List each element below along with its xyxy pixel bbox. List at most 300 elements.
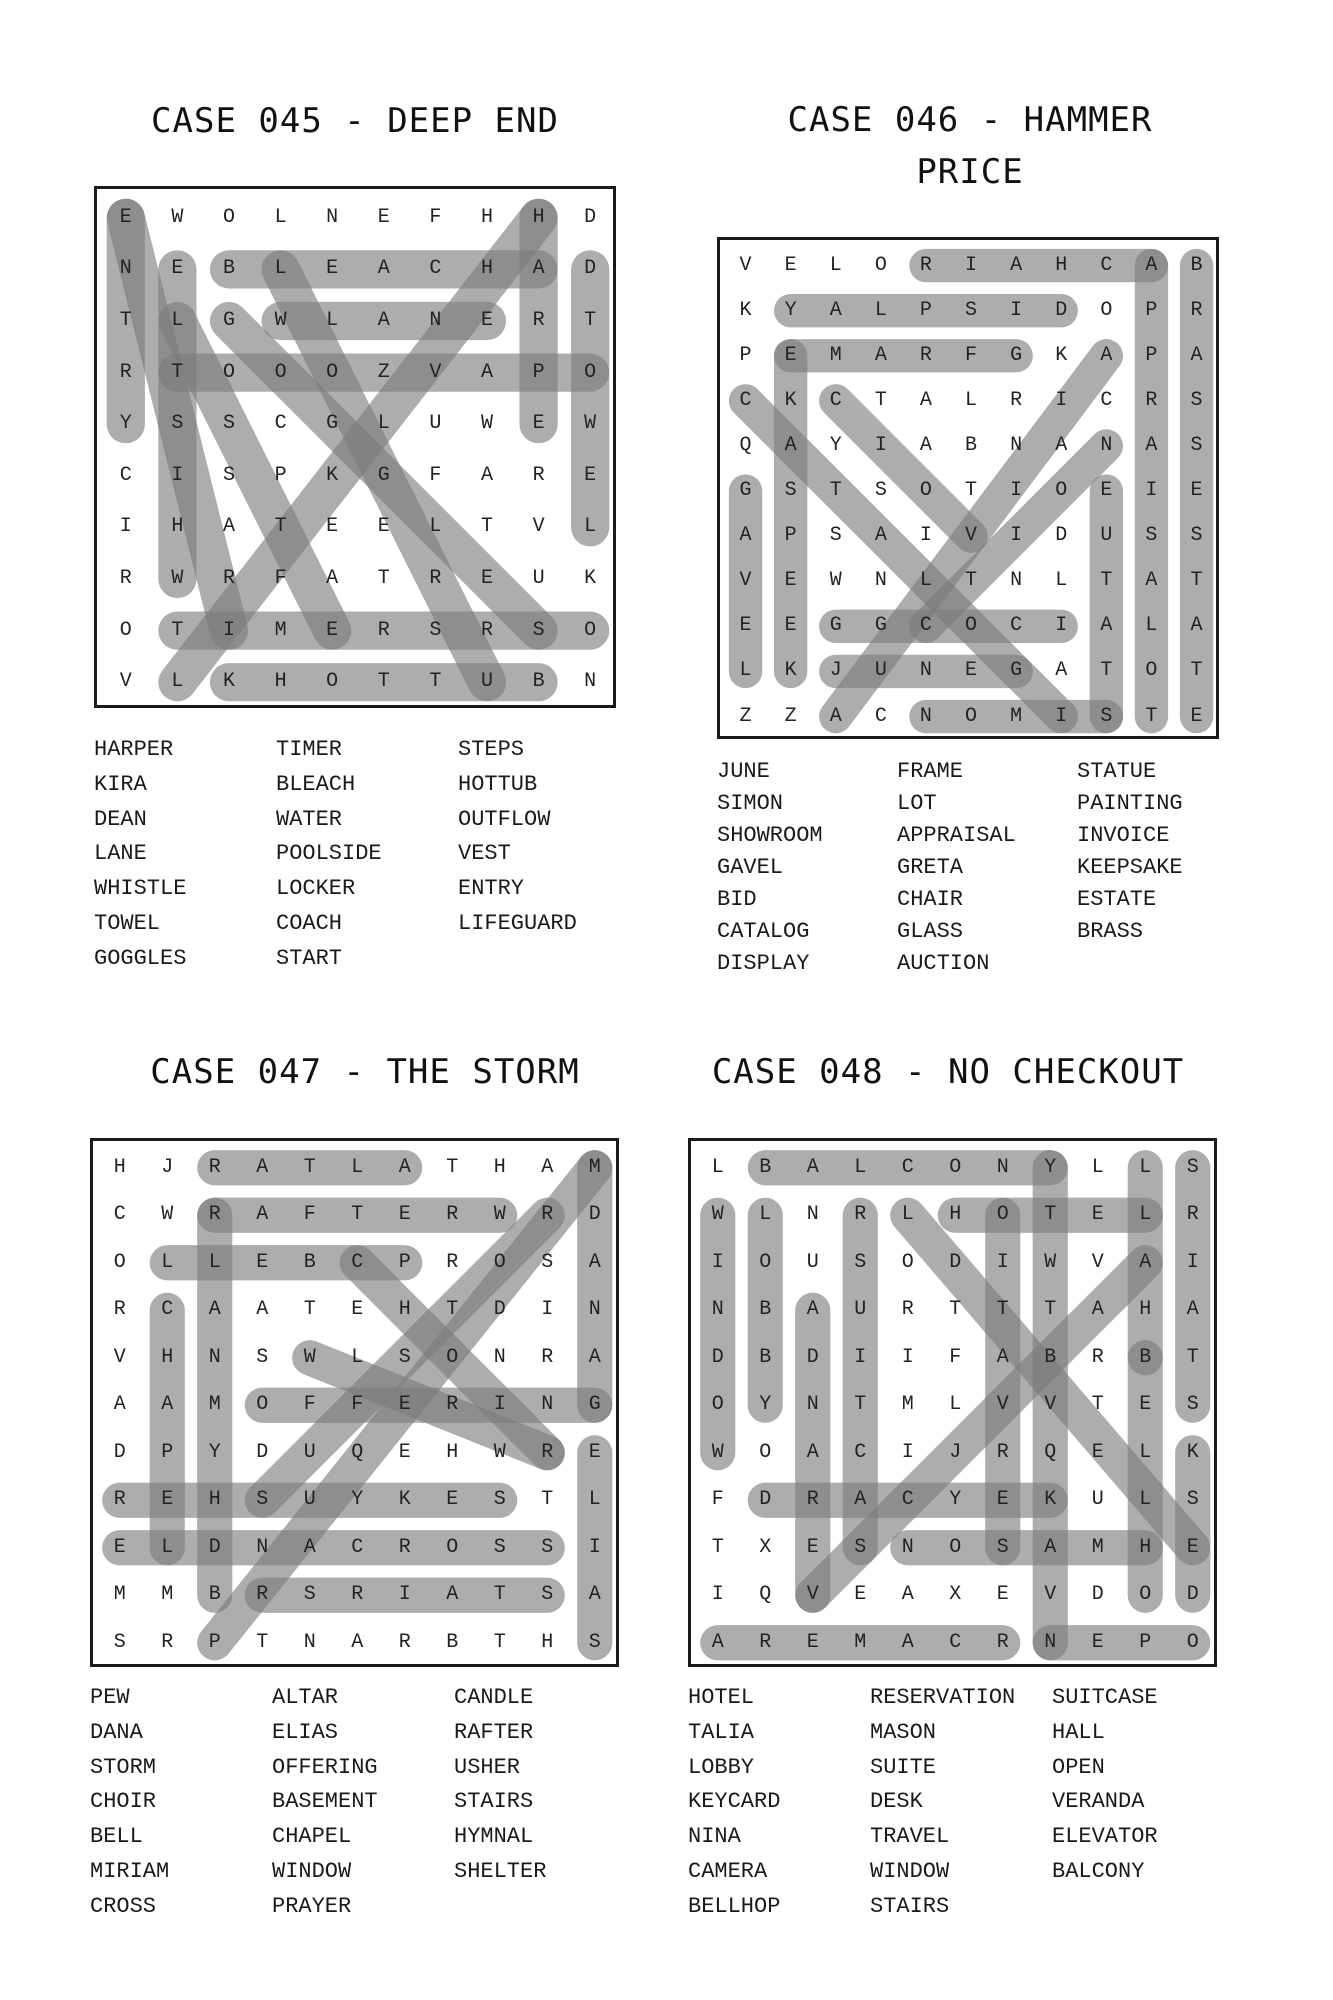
- grid-letter: K: [222, 670, 235, 694]
- grid-letter: I: [965, 253, 978, 277]
- grid-letter: E: [326, 257, 339, 281]
- grid-letter: R: [854, 1203, 867, 1227]
- grid-letter: D: [806, 1345, 819, 1369]
- grid-letter: L: [274, 205, 287, 229]
- grid-letter: A: [806, 1440, 819, 1464]
- grid-letter: A: [1010, 253, 1023, 277]
- grid-letter: A: [1100, 343, 1113, 367]
- grid-letter: E: [398, 1440, 411, 1464]
- grid-letter: A: [1145, 569, 1158, 593]
- grid-letter: E: [588, 1440, 601, 1464]
- word-list-item: TIMER: [276, 737, 343, 762]
- grid-letter: H: [161, 1345, 174, 1369]
- grid-letter: D: [759, 1488, 772, 1512]
- grid-letter: A: [113, 1393, 126, 1417]
- word-list-item: FRAME: [897, 759, 964, 784]
- word-list-item: RESERVATION: [870, 1685, 1016, 1710]
- grid-letter: O: [326, 360, 339, 384]
- grid-letter: Y: [784, 298, 797, 322]
- grid-letter: L: [351, 1155, 364, 1179]
- grid-letter: O: [113, 1250, 126, 1274]
- grid-letter: P: [274, 463, 287, 487]
- grid-letter: G: [829, 614, 842, 638]
- grid-letter: P: [208, 1630, 221, 1654]
- word-list-item: VERANDA: [1052, 1789, 1145, 1815]
- grid-letter: M: [901, 1393, 914, 1417]
- grid-letter: T: [1186, 1345, 1199, 1369]
- grid-letter: L: [161, 1535, 174, 1559]
- word-list-item: AUCTION: [897, 951, 990, 976]
- grid-letter: T: [1091, 1393, 1104, 1417]
- grid-letter: V: [1044, 1583, 1057, 1607]
- word-list-item: WHISTLE: [94, 876, 187, 902]
- grid-letter: F: [429, 463, 442, 487]
- grid-letter: A: [541, 1155, 554, 1179]
- grid-letter: T: [965, 569, 978, 593]
- grid-letter: O: [1055, 479, 1068, 503]
- grid-letter: P: [739, 343, 752, 367]
- grid-letter: N: [588, 1298, 601, 1322]
- word-list-item: CATALOG: [717, 919, 810, 944]
- grid-letter: U: [429, 412, 442, 436]
- grid-letter: S: [784, 479, 797, 503]
- grid-letter: A: [588, 1345, 601, 1369]
- word-list-item: CHAIR: [897, 887, 964, 912]
- word-list-item: CAMERA: [688, 1859, 768, 1884]
- grid-letter: J: [829, 659, 842, 683]
- grid-letter: N: [1010, 433, 1023, 457]
- grid-letter: R: [119, 360, 132, 384]
- grid-letter: W: [584, 412, 597, 436]
- grid-letter: I: [541, 1298, 554, 1322]
- grid-letter: Q: [739, 433, 752, 457]
- grid-letter: V: [1091, 1250, 1104, 1274]
- grid-letter: H: [274, 670, 287, 694]
- grid-letter: Q: [759, 1583, 772, 1607]
- grid-letter: A: [256, 1155, 269, 1179]
- grid-letter: T: [377, 567, 390, 590]
- grid-letter: T: [711, 1535, 724, 1559]
- grid-letter: B: [446, 1630, 459, 1654]
- grid-letter: S: [303, 1583, 316, 1607]
- grid-letter: A: [901, 1630, 914, 1654]
- grid-letter: Z: [784, 704, 797, 728]
- grid-letter: S: [532, 618, 545, 642]
- grid-letter: A: [1186, 1298, 1199, 1322]
- grid-letter: R: [208, 1203, 221, 1227]
- word-list-item: SHELTER: [454, 1859, 547, 1884]
- word-list-item: WINDOW: [870, 1859, 950, 1884]
- grid-letter: R: [256, 1583, 269, 1607]
- grid-letter: O: [874, 253, 887, 277]
- grid-letter: S: [541, 1250, 554, 1274]
- grid-letter: E: [119, 205, 132, 229]
- grid-letter: C: [1100, 253, 1113, 277]
- grid-letter: R: [119, 567, 132, 590]
- grid-letter: I: [1055, 614, 1068, 638]
- grid-letter: R: [113, 1298, 126, 1322]
- grid-letter: A: [919, 433, 932, 457]
- grid-letter: S: [398, 1345, 411, 1369]
- grid-letter: V: [965, 524, 978, 548]
- word-list-item: ENTRY: [458, 876, 525, 902]
- word-list-item: WATER: [276, 806, 343, 832]
- grid-letter: L: [829, 253, 842, 277]
- grid-letter: R: [1145, 388, 1158, 412]
- letter-grid: [688, 1138, 1217, 1667]
- grid-letter: N: [119, 257, 132, 281]
- grid-letter: W: [161, 1203, 174, 1227]
- grid-letter: W: [274, 309, 287, 332]
- grid-letter: A: [874, 343, 887, 367]
- grid-letter: O: [256, 1393, 269, 1417]
- grid-letter: U: [854, 1298, 867, 1322]
- grid-letter: E: [377, 205, 390, 229]
- grid-letter: A: [1190, 343, 1203, 367]
- grid-letter: N: [901, 1535, 914, 1559]
- grid-letter: C: [1010, 614, 1023, 638]
- grid-letter: S: [854, 1535, 867, 1559]
- grid-letter: H: [398, 1298, 411, 1322]
- grid-letter: S: [541, 1583, 554, 1607]
- grid-letter: C: [739, 388, 752, 412]
- grid-letter: A: [303, 1535, 316, 1559]
- grid-letter: O: [965, 704, 978, 728]
- grid-letter: I: [874, 433, 887, 457]
- grid-letter: A: [1091, 1298, 1104, 1322]
- grid-letter: I: [1186, 1250, 1199, 1274]
- grid-letter: H: [532, 205, 545, 229]
- grid-letter: S: [222, 412, 235, 436]
- grid-letter: A: [806, 1298, 819, 1322]
- grid-letter: N: [1010, 569, 1023, 593]
- grid-letter: A: [326, 567, 339, 590]
- grid-letter: O: [996, 1203, 1009, 1227]
- grid-letter: O: [1186, 1630, 1199, 1654]
- word-list-item: INVOICE: [1077, 823, 1170, 848]
- grid-letter: I: [588, 1535, 601, 1559]
- grid-letter: G: [377, 463, 390, 487]
- grid-letter: U: [1091, 1488, 1104, 1512]
- word-list-item: SUITCASE: [1052, 1685, 1158, 1710]
- grid-letter: E: [161, 1488, 174, 1512]
- grid-letter: R: [208, 1155, 221, 1179]
- grid-letter: C: [901, 1488, 914, 1512]
- grid-letter: O: [759, 1250, 772, 1274]
- grid-letter: D: [1186, 1583, 1199, 1607]
- grid-letter: E: [1190, 479, 1203, 503]
- grid-letter: M: [208, 1393, 221, 1417]
- grid-letter: T: [446, 1155, 459, 1179]
- grid-letter: R: [996, 1630, 1009, 1654]
- word-list-item: PRAYER: [272, 1893, 352, 1919]
- grid-letter: S: [1186, 1155, 1199, 1179]
- grid-letter: R: [222, 567, 235, 590]
- word-list-item: SIMON: [717, 791, 784, 816]
- grid-letter: I: [711, 1250, 724, 1274]
- grid-letter: T: [274, 515, 287, 539]
- grid-letter: B: [1190, 253, 1203, 277]
- grid-letter: D: [113, 1440, 126, 1464]
- grid-letter: C: [901, 1155, 914, 1179]
- grid-letter: I: [901, 1440, 914, 1464]
- grid-letter: G: [1010, 343, 1023, 367]
- grid-letter: D: [256, 1440, 269, 1464]
- grid-letter: B: [759, 1155, 772, 1179]
- grid-letter: L: [351, 1345, 364, 1369]
- word-list-item: ESTATE: [1077, 887, 1157, 912]
- word-list-item: TRAVEL: [870, 1824, 950, 1850]
- grid-letter: E: [256, 1250, 269, 1274]
- grid-letter: V: [1044, 1393, 1057, 1417]
- grid-letter: U: [480, 670, 493, 694]
- grid-letter: A: [446, 1583, 459, 1607]
- grid-letter: L: [208, 1250, 221, 1274]
- grid-letter: F: [303, 1393, 316, 1417]
- grid-letter: F: [303, 1203, 316, 1227]
- word-list-item: HARPER: [94, 737, 174, 762]
- grid-letter: E: [784, 569, 797, 593]
- grid-letter: D: [208, 1535, 221, 1559]
- grid-letter: M: [1091, 1535, 1104, 1559]
- grid-letter: S: [829, 524, 842, 548]
- grid-letter: O: [446, 1535, 459, 1559]
- grid-letter: E: [1091, 1440, 1104, 1464]
- grid-letter: B: [759, 1298, 772, 1322]
- grid-letter: C: [919, 614, 932, 638]
- grid-letter: R: [480, 618, 493, 642]
- grid-letter: K: [584, 567, 597, 590]
- grid-letter: X: [949, 1583, 962, 1607]
- grid-letter: M: [161, 1583, 174, 1607]
- grid-letter: O: [222, 360, 235, 384]
- grid-letter: C: [949, 1630, 962, 1654]
- grid-letter: L: [429, 515, 442, 539]
- grid-letter: F: [274, 567, 287, 590]
- grid-letter: E: [1186, 1535, 1199, 1559]
- grid-letter: M: [829, 343, 842, 367]
- grid-letter: W: [493, 1203, 506, 1227]
- grid-letter: B: [1139, 1345, 1152, 1369]
- grid-letter: H: [949, 1203, 962, 1227]
- word-list-item: BRASS: [1077, 919, 1144, 944]
- grid-letter: Q: [1044, 1440, 1057, 1464]
- puzzle-title: CASE 046 - HAMMER PRICE: [787, 100, 1153, 192]
- grid-letter: A: [480, 360, 493, 384]
- grid-letter: C: [351, 1250, 364, 1274]
- grid-letter: E: [351, 1298, 364, 1322]
- grid-letter: E: [854, 1583, 867, 1607]
- grid-letter: N: [996, 1155, 1009, 1179]
- grid-letter: K: [784, 659, 797, 683]
- grid-letter: R: [919, 343, 932, 367]
- grid-letter: O: [493, 1250, 506, 1274]
- grid-letter: L: [874, 298, 887, 322]
- grid-letter: H: [480, 205, 493, 229]
- grid-letter: V: [113, 1345, 126, 1369]
- grid-letter: S: [256, 1488, 269, 1512]
- grid-letter: K: [1055, 343, 1068, 367]
- grid-letter: E: [1091, 1630, 1104, 1654]
- grid-letter: S: [541, 1535, 554, 1559]
- grid-letter: L: [965, 388, 978, 412]
- letter-grid: [94, 186, 616, 708]
- grid-letter: S: [493, 1535, 506, 1559]
- grid-letter: E: [996, 1488, 1009, 1512]
- grid-letter: F: [949, 1345, 962, 1369]
- grid-letter: V: [119, 670, 132, 694]
- grid-letter: P: [532, 360, 545, 384]
- grid-letter: O: [584, 618, 597, 642]
- grid-letter: J: [161, 1155, 174, 1179]
- grid-letter: P: [161, 1440, 174, 1464]
- grid-letter: E: [480, 567, 493, 590]
- grid-letter: I: [711, 1583, 724, 1607]
- grid-letter: V: [532, 515, 545, 539]
- grid-letter: D: [588, 1203, 601, 1227]
- grid-letter: N: [1044, 1630, 1057, 1654]
- grid-letter: O: [222, 205, 235, 229]
- word-list-item: PAINTING: [1077, 791, 1183, 816]
- grid-letter: P: [1145, 343, 1158, 367]
- grid-letter: G: [326, 412, 339, 436]
- grid-letter: T: [1044, 1203, 1057, 1227]
- word-list-item: BELL: [90, 1824, 143, 1850]
- grid-letter: I: [222, 618, 235, 642]
- grid-letter: N: [303, 1630, 316, 1654]
- grid-letter: A: [996, 1345, 1009, 1369]
- grid-letter: H: [208, 1488, 221, 1512]
- grid-letter: E: [784, 343, 797, 367]
- grid-letter: H: [493, 1155, 506, 1179]
- grid-letter: T: [446, 1298, 459, 1322]
- grid-letter: U: [874, 659, 887, 683]
- word-list-item: STAIRS: [454, 1789, 534, 1815]
- grid-letter: E: [784, 253, 797, 277]
- grid-letter: A: [208, 1298, 221, 1322]
- grid-letter: L: [161, 1250, 174, 1274]
- grid-letter: O: [949, 1535, 962, 1559]
- grid-letter: H: [480, 257, 493, 281]
- grid-letter: N: [493, 1345, 506, 1369]
- grid-letter: W: [493, 1440, 506, 1464]
- grid-letter: T: [1100, 569, 1113, 593]
- word-list-item: START: [276, 945, 343, 971]
- grid-letter: C: [854, 1440, 867, 1464]
- grid-letter: O: [965, 614, 978, 638]
- grid-letter: E: [806, 1630, 819, 1654]
- grid-letter: T: [854, 1393, 867, 1417]
- grid-letter: S: [113, 1630, 126, 1654]
- grid-letter: O: [919, 479, 932, 503]
- word-list-item: ALTAR: [272, 1685, 339, 1710]
- grid-letter: O: [1139, 1583, 1152, 1607]
- grid-letter: L: [854, 1155, 867, 1179]
- grid-letter: Y: [351, 1488, 364, 1512]
- grid-letter: A: [377, 257, 390, 281]
- grid-letter: B: [208, 1583, 221, 1607]
- grid-letter: N: [256, 1535, 269, 1559]
- word-list-item: CANDLE: [454, 1685, 534, 1710]
- grid-letter: A: [532, 257, 545, 281]
- grid-letter: A: [1190, 614, 1203, 638]
- grid-letter: U: [1100, 524, 1113, 548]
- grid-letter: B: [965, 433, 978, 457]
- grid-letter: P: [1139, 1630, 1152, 1654]
- grid-letter: T: [874, 388, 887, 412]
- grid-letter: F: [429, 205, 442, 229]
- grid-letter: A: [806, 1155, 819, 1179]
- grid-letter: L: [171, 670, 184, 694]
- grid-letter: A: [919, 388, 932, 412]
- grid-letter: R: [1010, 388, 1023, 412]
- grid-letter: R: [541, 1345, 554, 1369]
- grid-letter: D: [1091, 1583, 1104, 1607]
- grid-letter: I: [171, 463, 184, 487]
- grid-letter: J: [949, 1440, 962, 1464]
- grid-letter: E: [739, 614, 752, 638]
- word-list-item: LOT: [897, 791, 937, 816]
- grid-letter: F: [711, 1488, 724, 1512]
- grid-letter: A: [377, 309, 390, 332]
- grid-letter: S: [256, 1345, 269, 1369]
- grid-letter: A: [1044, 1535, 1057, 1559]
- word-list-item: CHAPEL: [272, 1824, 352, 1850]
- grid-letter: M: [113, 1583, 126, 1607]
- grid-letter: R: [161, 1630, 174, 1654]
- word-list-item: STORM: [90, 1754, 157, 1780]
- grid-letter: N: [919, 659, 932, 683]
- grid-letter: E: [398, 1203, 411, 1227]
- grid-letter: A: [1139, 1250, 1152, 1274]
- word-list-item: VEST: [458, 841, 511, 867]
- grid-letter: I: [1010, 298, 1023, 322]
- grid-letter: C: [874, 704, 887, 728]
- grid-letter: N: [208, 1345, 221, 1369]
- grid-letter: S: [171, 412, 184, 436]
- grid-letter: V: [806, 1583, 819, 1607]
- grid-letter: R: [996, 1440, 1009, 1464]
- grid-letter: L: [759, 1203, 772, 1227]
- grid-letter: R: [1186, 1203, 1199, 1227]
- grid-letter: T: [493, 1583, 506, 1607]
- grid-letter: T: [119, 309, 132, 332]
- grid-letter: T: [1190, 569, 1203, 593]
- grid-letter: A: [588, 1250, 601, 1274]
- word-list-item: GOGGLES: [94, 945, 187, 971]
- grid-letter: L: [1145, 614, 1158, 638]
- grid-letter: L: [739, 659, 752, 683]
- word-list-item: SHOWROOM: [717, 823, 823, 848]
- puzzle-title: CASE 047 - THE STORM: [150, 1052, 580, 1092]
- grid-letter: U: [806, 1250, 819, 1274]
- grid-letter: P: [784, 524, 797, 548]
- word-list-item: LANE: [94, 841, 147, 867]
- grid-letter: M: [274, 618, 287, 642]
- grid-letter: D: [711, 1345, 724, 1369]
- grid-letter: P: [1145, 298, 1158, 322]
- word-list-item: DEAN: [94, 806, 147, 832]
- word-list-item: POOLSIDE: [276, 841, 382, 867]
- grid-letter: L: [1139, 1488, 1152, 1512]
- grid-letter: E: [965, 659, 978, 683]
- grid-letter: D: [584, 205, 597, 229]
- word-list-item: KEEPSAKE: [1077, 855, 1183, 880]
- grid-letter: Y: [829, 433, 842, 457]
- grid-letter: I: [996, 1250, 1009, 1274]
- grid-letter: D: [1055, 298, 1068, 322]
- grid-letter: A: [829, 704, 842, 728]
